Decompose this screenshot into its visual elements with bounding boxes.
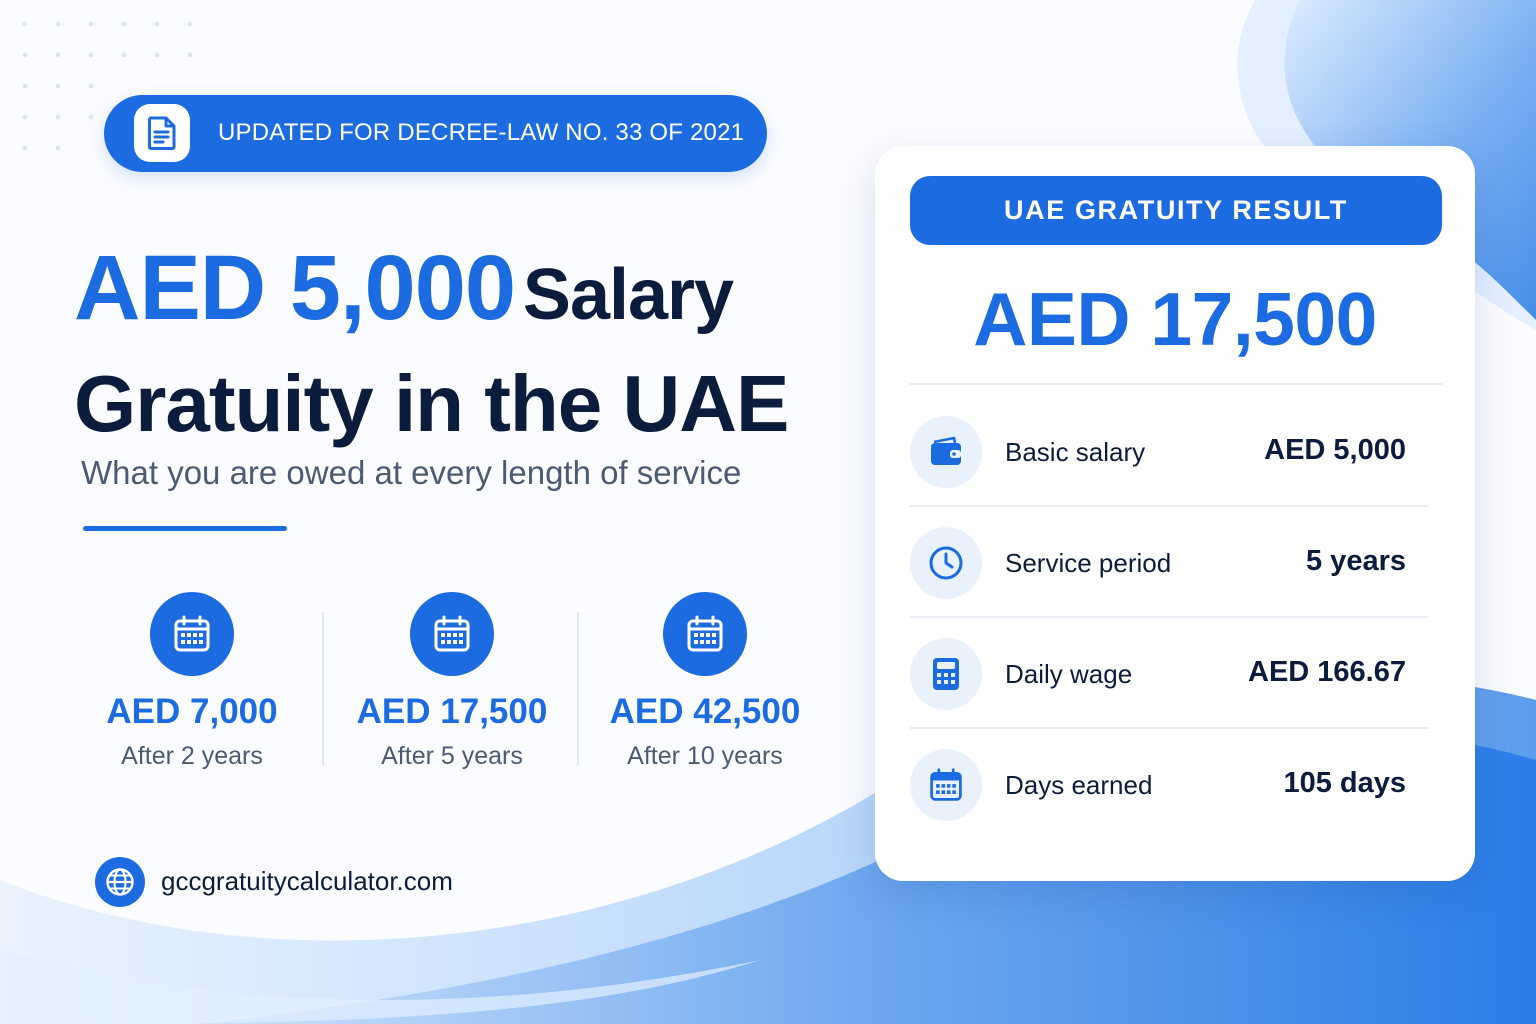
- result-row-daily-wage: [910, 618, 1428, 729]
- row-label: Basic salary: [1005, 437, 1146, 467]
- stat-label: After 2 years: [121, 742, 263, 770]
- gratuity-amount: AED 17,500: [973, 277, 1377, 361]
- row-label: Service period: [1005, 548, 1172, 578]
- globe-icon: [95, 857, 145, 907]
- stat-amount: AED 17,500: [356, 692, 548, 731]
- result-row-days-earned: [910, 729, 1428, 840]
- gratuity-result-card: [875, 146, 1475, 881]
- calculator-icon: [910, 638, 982, 710]
- stat-2-years: [67, 592, 317, 771]
- headline-line-2: Gratuity in the UAE: [74, 359, 789, 448]
- headline-salary-amount: AED 5,000: [74, 237, 516, 339]
- website-link[interactable]: gccgratuitycalculator.com: [161, 866, 453, 896]
- document-icon: [134, 104, 190, 162]
- row-label: Daily wage: [1005, 659, 1133, 689]
- result-row-basic-salary: [910, 396, 1428, 507]
- row-label: Days earned: [1005, 770, 1153, 800]
- clock-icon: [910, 527, 982, 599]
- stat-5-years: [327, 592, 577, 771]
- stat-label: After 10 years: [627, 742, 783, 770]
- row-value: AED 5,000: [1264, 434, 1406, 466]
- subtitle: What you are owed at every length of service: [81, 454, 742, 491]
- headline-salary-word: Salary: [522, 255, 734, 335]
- row-value: 5 years: [1306, 545, 1406, 577]
- calendar-icon: [410, 592, 494, 676]
- card-divider: [910, 383, 1442, 385]
- stat-amount: AED 7,000: [106, 692, 278, 731]
- card-header: UAE GRATUITY RESULT: [910, 176, 1442, 245]
- page-title: [74, 237, 854, 452]
- calendar-icon: [663, 592, 747, 676]
- stat-amount: AED 42,500: [609, 692, 801, 731]
- stat-10-years: [580, 592, 830, 771]
- calendar-icon: [910, 749, 982, 821]
- row-value: AED 166.67: [1248, 656, 1406, 688]
- badge-text: UPDATED FOR DECREE-LAW NO. 33 OF 2021: [218, 119, 745, 146]
- stat-label: After 5 years: [381, 742, 523, 770]
- calendar-icon: [150, 592, 234, 676]
- stat-divider: [322, 612, 324, 766]
- wallet-icon: [910, 416, 982, 488]
- stat-divider: [577, 612, 579, 766]
- accent-divider: [83, 526, 287, 531]
- row-value: 105 days: [1283, 767, 1406, 799]
- result-row-service-period: [910, 507, 1428, 618]
